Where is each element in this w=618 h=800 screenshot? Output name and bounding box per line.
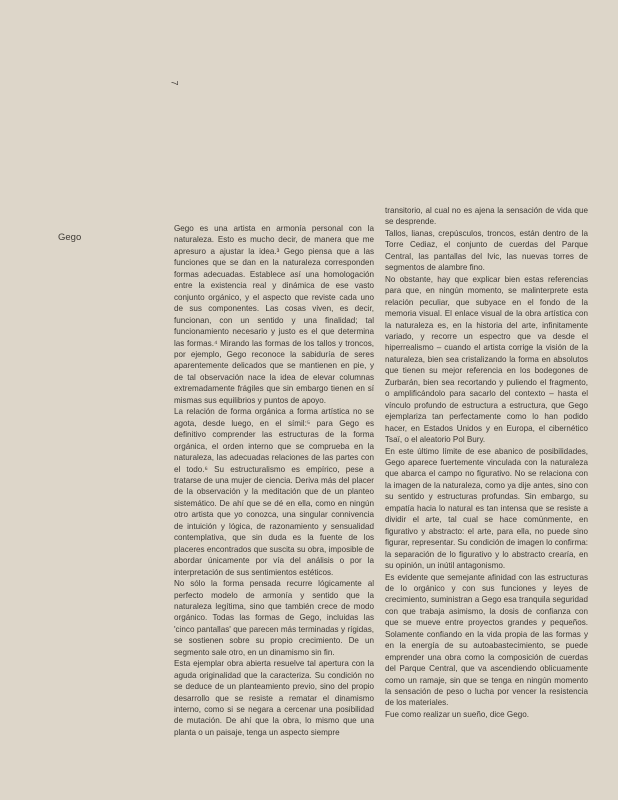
paragraph: Fue como realizar un sueño, dice Gego. bbox=[385, 709, 529, 719]
paragraph: En este último límite de ese abanico de posibilidades, Gego aparece fuertemente vinculada con la naturaleza que abarca el campo no figurativo. No se relaciona con la imagen de la naturaleza, como ya dije antes, sino con su sentido y estructuras profundas. Sin embargo, su empatía hacia lo natural es tan intensa que se resiste a dividir el arte, tal cual se hace comúnmente, en figurativo y abstracto: el arte, para ella, no puede sino figurar, representar. Su condición de imagen lo confirma: la separación de lo figurativo y lo abstracto crearía, en su opinión, un inútil antagonismo. bbox=[385, 446, 588, 571]
author-label: Gego bbox=[58, 232, 82, 243]
left-text-column bbox=[174, 223, 374, 738]
right-text-column bbox=[385, 205, 588, 720]
paragraph: No obstante, hay que explicar bien estas referencias para que, en ningún momento, se malinterprete esta relación peculiar, que subyace en el fondo de la memoria visual. El enlace visual de la obra artística con la naturaleza es, en la historia del arte, infinitamente variado, y recorre un espectro que va desde el hiperrealismo – cuando el artista corrige la visión de la naturaleza, bien sea cristalizando la forma en absolutos que tienen su mejor referencia en los bodegones de Zurbarán, bien sea recortando y puliendo el fragmento, o amplificándolo para sacarlo del contexto – hasta el vínculo profundo de estructura a estructura, que Gego ejemplariza tan perfectamente como lo han podido hacer, en Estados Unidos y en Europa, el cibernético Tsaï, o el aleatorio Pol Bury. bbox=[385, 274, 588, 445]
paragraph: transitorio, al cual no es ajena la sensación de vida que se desprende. bbox=[385, 206, 588, 227]
paragraph: No sólo la forma pensada recurre lógicamente al perfecto modelo de armonía y sentido que la naturaleza legítima, sino que también crece de modo orgánico. Todas las formas de Gego, incluidas las 'cinco pantallas' que parecen más terminadas y rígidas, se sostienen sobre su propio crecimiento. De un segmento sale otro, en un dinamismo sin fin. bbox=[174, 579, 374, 657]
page-number: 7 bbox=[169, 80, 180, 86]
paragraph: Es evidente que semejante afinidad con las estructuras de lo orgánico y con sus funciones y leyes de crecimiento, suministran a Gego esa tranquila seguridad con que trabaja asimismo, la dosis de confianza con que se mueve entre proyectos grandes y pequeños. Solamente confiando en la vida propia de las formas y en la energía de su autoabastecimiento, se puede emprender una obra como la composición de cuerdas del Parque Central, que va ascendiendo oblicuamente como un ramaje, sin que se tenga en ningún momento la sensación de peso o lucha por vencer la resistencia de los materiales. bbox=[385, 572, 588, 708]
paragraph: La relación de forma orgánica a forma artística no se agota, desde luego, en el símil:⁵ para Gego es definitivo comprender las estructuras de la forma orgánica, el orden interno que se comprueba en la naturaleza, las adecuadas relaciones de las partes con el todo.⁶ Su estructuralismo es empírico, pese a tratarse de una mujer de ciencia. Deriva más del placer de la observación y la meditación que de un planteo sistemático. De ahí que se dé en ella, como en ningún otro artista que yo conozca, una singular connivencia de intuición y lógica, de razonamiento y sensualidad contemplativa, que sin duda es la fuente de los placeres encontrados que suscita su obra, imposible de abordar únicamente por vía del análisis o por la interpretación de sus sentimientos estéticos. bbox=[174, 407, 374, 577]
paragraph: Gego es una artista en armonía personal con la naturaleza. Esto es mucho decir, de manera que me apresuro a ajustar la idea.³ Gego piensa que a las funciones que se dan en la naturaleza corresponden formas adecuadas. Establece así una homologación entre la existencia real y dinámica de ese vasto conjunto orgánico, y el aspecto que reviste cada uno de sus componentes. Las cosas viven, es decir, funcionan, con un sentido y una finalidad; tal funcionamiento necesario y justo es el que determina las formas.⁴ Mirando las formas de los tallos y troncos, por ejemplo, Gego reconoce la sabiduría de seres aparentemente delicados que se mantienen en pie, y de tal observación nace la idea de elevar columnas extremadamente frágiles que sin embargo tienen en sí mismas sus equilibrios y puntos de apoyo. bbox=[174, 224, 374, 405]
paragraph: Esta ejemplar obra abierta resuelve tal apertura con la aguda originalidad que la caracteriza. Su condición no se deduce de un planteamiento previo, sino del propio desarrollo que se resiste a rematar el dinamismo interno, como si se negara a cercenar una posibilidad de mutación. De ahí que la obra, lo mismo que una planta o un paisaje, tenga un aspecto siempre bbox=[174, 659, 374, 737]
paragraph: Tallos, lianas, crepúsculos, troncos, están dentro de la Torre Cediaz, el conjunto de cuerdas del Parque Central, las pantallas del Ivic, las nuevas torres de segmentos de alambre fino. bbox=[385, 228, 588, 273]
